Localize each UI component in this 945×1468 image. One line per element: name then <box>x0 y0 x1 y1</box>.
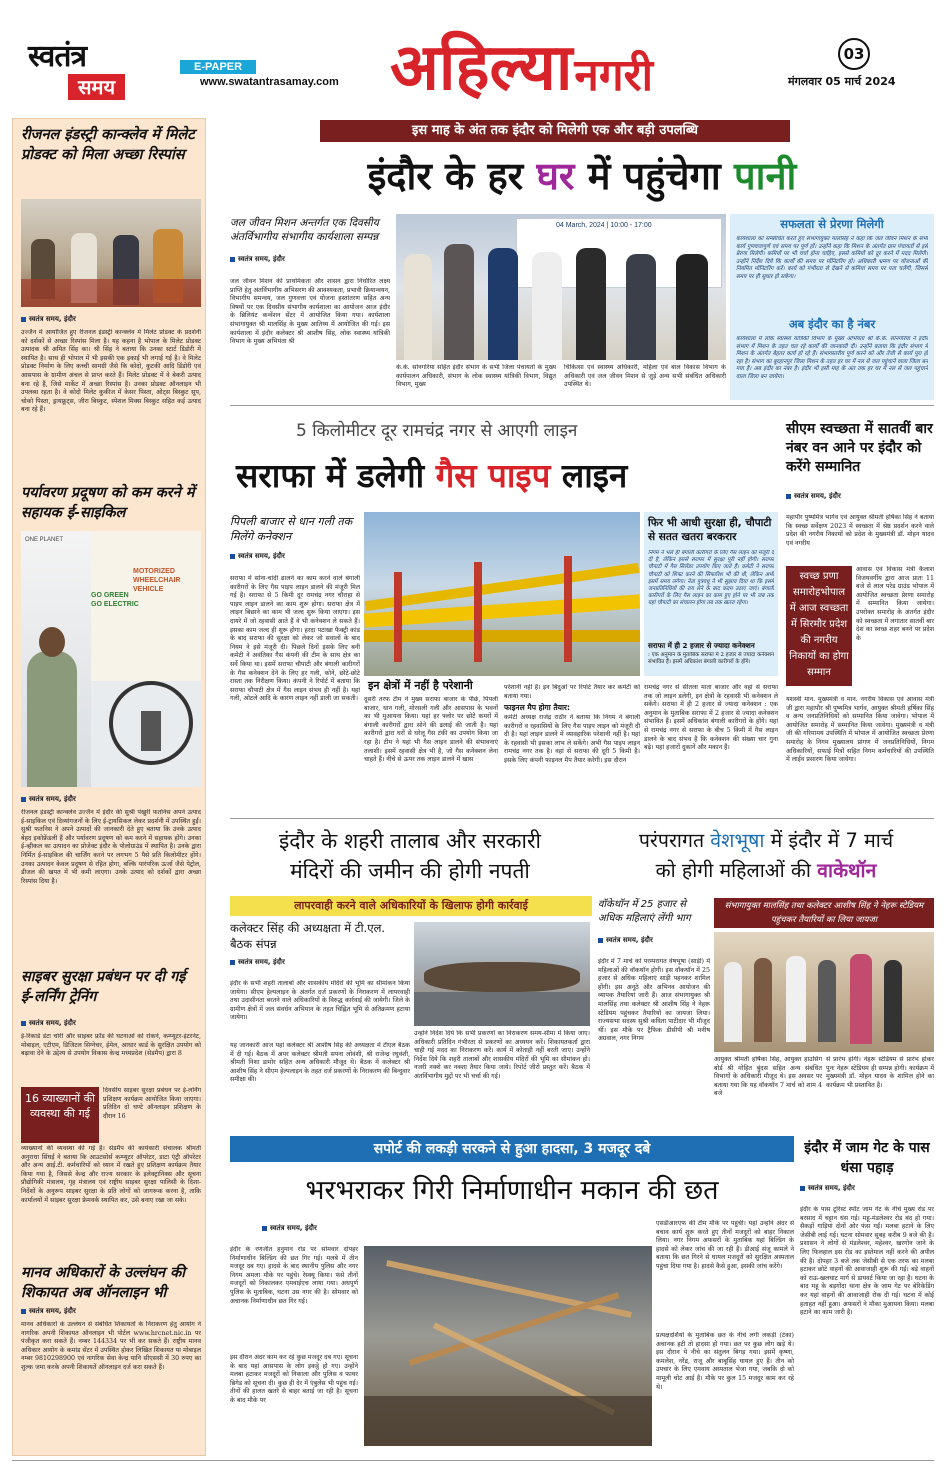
top-headline <box>232 148 932 204</box>
walk-body-2: आयुक्त श्रीमती हर्षिका सिंह, आयुक्त हाउसिंग बोर्ड श्री मोहित बुंदस सहित अन्य संबंधित विभागों के अधिकारी मौजूद थे। इस अवसर पर बताया गया कि यह वॉकथॉन 7 मार्च को शाम 4 बजे <box>714 1056 822 1098</box>
meeting-photo <box>414 922 590 1026</box>
byline-square-icon <box>800 1186 805 1191</box>
article-cyber-body-3: व्याख्यानों की व्यवस्था की गई है। सेडमैप की कार्यकारी संचालक श्रीमती अनुराधा सिंघई ने बताया कि आउटसोर्स कम्प्यूटर ऑपरेटर, डाटा एंट्री ऑपरेटर और अन्य आई.टी. कर्मचारियों को ध्यान में रखते हुए प्रशिक्षण कार्यक्रम तैयार किया गया है, जिससे केन्द्र और राज्य सरकार के इलेक्ट्रानिक्स और सूचना प्रौद्योगिकी मंत्रालय, गृह मंत्रालय एवं राष्ट्रीय साइबर सुरक्षा पालिसी के दिशा-निर्देशों के अनुरूप साइबर सुरक्षा के प्रति लोगों को जागरूक करना है, ताकि कार्यालयों में साइबर सुरक्षा फ्रेमवर्क स्थापित कर, उसे बनाए रखा जा सके। <box>21 1145 201 1204</box>
accident-headline: भरभराकर गिरी निर्माणाधीन मकान की छत <box>305 1175 719 1206</box>
gas-headline-part3: लाइन <box>561 456 628 495</box>
jam-body: इंदौर के पास टूरिस्ट स्पॉट जाम गेट के नीचे मुख्य रोड पर बरसाद में चट्टान धंस गई। महू-मंडलेश्वर रोड बंद हो गया। सैकड़ों गाड़ियां दोनों ओर फंस गईं। मलबा हटाने के लिए जेसीबी लाई गई। घटना सोमवार सुबह करीब 9 बजे की है। प्रशासन ने लोगों से मंडलेश्वर, महेश्वर, खरगोन जाने के लिए फिलहाल इस रोड का इस्तेमाल नहीं करने की अपील की है। दोपहर 3 बजे तक जेसीबी से एक तरफ का मलबा हटाकर छोटे वाहनों की आवाजाही शुरू की गई। बड़े वाहनों को राऊ-खलघाट मार्ग से डायवर्ट किया जा रहा है। घटना के बाद महू के बड़गोंदा थाना क्षेत्र के जाम गेट पर बेरिकेडिंग कर यहां वाहनों की आवाजाही रोक दी गई। घटना में कोई हताहत नहीं हुआ। अफसरों ने मौका मुआयना किया। मलबा हटाने का काम जारी है। <box>800 1206 934 1317</box>
accident-kicker: सपोर्ट की लकड़ी सरकने से हुआ हादसा, 3 मजदूर दबे <box>230 1136 794 1162</box>
masthead-title-suffix: नगरी <box>574 50 653 101</box>
cm-callout: स्वच्छ प्रणा समारोहभोपाल में आज स्वच्छता में सिरमौर प्रदेश की नगरीय निकायों का होगा सम्मान <box>786 566 852 686</box>
top-byline: स्वतंत्र समय, इंदौर <box>230 255 285 264</box>
brand-logo <box>28 40 176 106</box>
article-cyber-body-2: दिवसीय साइबर सुरक्षा प्रबंधन पर ई-लर्निंग प्रशिक्षण कार्यक्रम आयोजित किया जाएगा। प्रतिदिन दो घण्टे ऑनलाइन प्रशिक्षण के दौरान 16 <box>103 1087 201 1120</box>
workshop-caption-2: चिकित्सा एवं स्वास्थ्य अधिकारी, महिला एवं बाल विकास विभाग के अधिकारी एवं जल जीवन मिशन से जुड़े अन्य सभी संबंधित अधिकारी उपस्थित थे। <box>564 364 726 389</box>
gas-sidebox-title: फिर भी आधी सुरक्षा ही, चौपाटी से सतत खतरा बरकरार <box>648 517 772 543</box>
byline-square-icon <box>598 938 603 943</box>
article-ecycle-headline: पर्यावरण प्रदूषण को कम करने में सहायक ई-साइकिल <box>21 485 195 521</box>
cm-body-1: महापौर पुष्यमित्र भार्गव एवं आयुक्त श्रीमती हर्षिका सिंह ने बताया कि स्वच्छ सर्वेक्षण 2023 में स्वच्छता में श्रेष्ठ प्रदर्शन करने वाले प्रदेश की नगरीय निकायों को प्रदेश के मुख्यमंत्री डॉ. मोहन यादव एवं नगरीय <box>786 514 934 547</box>
accident-body-4: प्रत्यक्षदर्शियों के मुताबिक छत के नीचे लगी लकड़ी (टेका) अचानक हटी तो हादसा हो गया। छत पर कुछ लोग खड़े थे। इस दौरान ये नीचे का संतुलन बिगड़ गया। इसमें कृष्णा, कमलेश, नरेंद्र, राजू और बाबूसिंह घायल हुए हैं। तीन को उपचार के लिए एमवाय अस्पताल भेजा गया, जबकि दो को मामूली चोट आई है। मौके पर कुल 15 मजदूर काम कर रहे थे। <box>656 1332 794 1391</box>
gas-body-3: परेशानी नहीं है। इन बिंदुओं पर रिपोर्ट तैयार कर कमेटी को बताया गया। <box>504 684 640 700</box>
masthead-title-main: अहिल्या <box>390 31 573 105</box>
gas-sidebox <box>644 512 778 676</box>
gas-subhead-2: इन क्षेत्रों में नहीं है परेशानी <box>368 679 473 692</box>
lake-headline-line2: मंदिरों की जमीन की होगी नपती <box>290 859 530 883</box>
left-column <box>12 118 206 1456</box>
lake-body-3: उन्होंने निर्देश दिये कि सभी प्रकरणों का निराकरण समय-सीमा में किया जाए। अधिकारी प्रतिदिन गंभीरता से प्रकरणों का अध्ययन करें। शिकायतकर्ता द्वारा चाही गई मदद का निराकरण करें। कार्य में कोताही नहीं बरती जाए। उन्होंने निर्देश दिये कि शहरी तालाबों और शासकीय मंदिरों की भूमि का सीमांकन हो। नजरी नक्शे कर नक्शा तैयार किया जाये। रिपोर्ट जीरो प्रस्तुत करें। बैठक में अंतर्विभागीय मुद्दों पर भी चर्चा की गई। <box>414 1030 590 1080</box>
gas-subhead-3: फाइनल मैप होगा तैयार: <box>504 703 570 712</box>
jam-byline: स्वतंत्र समय, इंदौर <box>800 1184 855 1193</box>
article-ecycle-byline: स्वतंत्र समय, इंदौर <box>21 795 76 804</box>
gas-sidebox-subbody: : एक अनुमान के मुताबिक सराफा में 2 हजार से ज्यादा कनेक्शन संभावित हैं। इसमें अधिकांश बंगाली कारीगरों के होंगे। <box>648 652 774 666</box>
cm-body-3: यशस्वी मान. मुख्यमंत्री व मान. नगरीय विकास एवं आवास मंत्री जी द्वारा महापौर श्री पुष्यमित्र भार्गव, आयुक्त श्रीमती हर्षिका सिंह व अन्य जनप्रतिनिधियों को सम्मानित किया जावेगा। भोपाल में आयोजित समारोह में सम्मानित किया जावेगा। मुख्यमंत्री व मंत्री जी की गरिमामय उपस्थिति में भोपाल में आयोजित स्वच्छता प्रेरणा समारोह के निगम मुख्यालय प्रांगण में जनप्रतिनिधियों, निगम अधिकारियों, सफाई मित्रों सहित निगम कर्मचारियों की उपस्थिति में लाईव प्रसारण किया जावेगा। <box>786 696 934 764</box>
article-humanrights-headline: मानव अधिकारों के उल्लंघन की शिकायत अब ऑनलाइन भी <box>21 1265 186 1301</box>
accident-body-2: इस दौरान अंदर काम कर रहे कुछ मजदूर दब गए। सूचना के बाद यहां आसपास के लोग इकट्ठे हो गए। उन्होंने मलबा हटाकर मजदूरों को निकाला और पुलिस व फायर ब्रिगेड को सूचना दी। कुछ ही देर में एंबुलेंस भी पहुंच गई। तीनों की हालत खतरे से बाहर बताई जा रही है। सूचना के बाद मौके पर <box>230 1354 358 1404</box>
accident-body-3: एसडीआरएफ की टीम मौके पर पहुंची। यहां उन्होंने अंदर से बचाव कार्य शुरू करते हुए तीनों मजदूरों को बाहर निकाल लिया। नगर निगम अफसरों के मुताबिक यहां बिल्डिंग के हादसे को लेकर जांच की जा रही है। डीआई संजू कामले ने बताया कि छत गिरने से घायल मजदूरों को सुरक्षित अस्पताल पहुंचा दिया गया है। हादसे कैसे हुआ, इसकी जांच करेंगे। <box>656 1220 794 1270</box>
epaper-badge: E-PAPER <box>180 60 256 74</box>
byline-square-icon <box>786 494 791 499</box>
masthead-title <box>390 26 653 106</box>
accident-body-1: इंदौर के रणजीत हनुमान रोड पर सोमवार दोपहर निर्माणाधीन बिल्डिंग की छत गिर गई। मलबे में तीन मजदूर दब गए। हादसे के बाद स्थानीय पुलिस और नगर निगम अमला मौके पर पहुंचे। रेस्क्यू किया। फंसे तीनों मजदूरों को निकालकर एमवाईएच लाया गया। अधपूर्ण पुलिस के मुताबिक, घटना उस नगर की है। सोमवार को अचानक निर्माणाधीन छत गिर गई। <box>230 1246 358 1305</box>
byline-square-icon <box>21 317 26 322</box>
gas-sidebox-subhead: सराफा में ही 2 हजार से ज्यादा कनेक्शन <box>648 641 755 650</box>
bottom-border <box>12 1460 934 1461</box>
gas-pipeline-photo <box>364 512 640 676</box>
article-humanrights-byline: स्वतंत्र समय, इंदौर <box>21 1307 76 1316</box>
top-headline-part4: पानी <box>734 154 797 198</box>
ecycle-banner-text-1: MOTORIZED WHEELCHAIR VEHICLE <box>133 568 181 593</box>
ecycle-banner-text-2: GO GREEN GO ELECTRIC <box>91 592 139 608</box>
walk-kicker: संभागायुक्त मालसिंह तथा कलेक्टर आशीष सिंह ने नेहरू स्टेडियम पहुंचकर तैयारियों का लिया जायजा <box>714 898 934 928</box>
gas-body-5: रामचंद्र नगर से सीतला माता बाजार और वहां से सराफा तक जो लाइन डलेगी, इन क्षेत्रों के रहवासी भी कनेक्शन ले सकेंगे। सराफा में ही 2 हजार से ज्यादा कनेक्शन : एक अनुमान के मुताबिक सराफा में 2 हजार से ज्यादा कनेक्शन संभावित हैं। इसमें अधिकांश बंगाली कारीगरों के होंगे। यहां से रामचंद्र नगर से सराफा के बीच 5 किमी में गैस लाइन डालने के बाद संभव है कि कनेक्शन की संख्या चार गुना बढ़े। यहां हजारों दुकानें और मकान हैं। <box>644 684 778 752</box>
byline-square-icon <box>21 1021 26 1026</box>
top-body: जल जीवन मिशन की प्राथमिकता और शासन द्वारा निर्धारित लक्ष्य प्राप्ति हेतु अंतर्विभागीय अभिसरण की आवश्यकता, प्रभावी क्रियान्वयन, विभागीय समन्वय, जल गुणवत्ता एवं योजना हस्तांतरण सहित अन्य विषयों पर एक दिवसीय संभागीय कार्यशाला का आयोजन आज इंदौर के ब्रिलियंट कन्वेंशन सेंटर में आयोजित किया गया। कार्यशाला संभागायुक्त श्री मालसिंह के मुख्य आतिथ्य में आयोजित की गई। इस कार्यशाला में इंदौर कलेक्टर श्री आशीष सिंह, लोक स्वास्थ्य यांत्रिकी विभाग के मुख्य अभियंता श्री <box>230 278 390 346</box>
article-cyber-byline: स्वतंत्र समय, इंदौर <box>21 1019 76 1028</box>
workshop-screen-text: 04 March, 2024 | 10:00 - 17:00 <box>556 222 652 229</box>
issue-date: मंगलवार 05 मार्च 2024 <box>788 75 896 88</box>
masthead <box>0 0 945 112</box>
gas-body-2: दूसरी तरफ टीम ने मुख्य सराफा बाजार के पीछे, पिपली बाजार, धान गली, मोरसली गली और आसपास के भवनों का भी मुआयना किया। यहां हर फ्लोर पर छोटे कमरों में बंगाली कारीगरों द्वारा सोने की ढलाई की जाती है। यहां कारीगरों द्वारा घरों से घरेलू गैस टंकी का उपयोग किया जा रहा है। टीम ने यहां भी गैस लाइन डालने की संभावनाएं तलाशी। इसमें रहवासी क्षेत्र भी है, जो गैस कनेक्शन लेना चाहते हैं। नीचे से ऊपर तक लाइन डालने में खास <box>364 696 498 764</box>
lake-subheadline: कलेक्टर सिंह की अध्यक्षता में टी.एल. बैठक संपन्न <box>230 921 386 951</box>
collapsed-roof-photo <box>364 1246 652 1446</box>
ecycle-banner-text-3: ONE PLANET <box>25 537 64 543</box>
gas-headline <box>236 448 780 504</box>
article-millet-headline: रीजनल इंडस्ट्री कान्क्लेव में मिलेट प्रोडक्ट को मिला अच्छा रिस्पांस <box>21 127 195 163</box>
top-sidebox <box>730 214 934 400</box>
sidebox-body-1: कार्यशाला को सम्बोधित करते हुए संभागायुक्त मालसिंह ने कहा कि जल जीवन मिशन के सभी कार्य गुणवत्तापूर्ण एवं समय पर पूर्ण हों। उन्होंने कहा कि मिशन के अंतर्गत ग्राम पंचायतों से इसे प्रेरणा मिलेगी। कमियों पर भी चर्चा होना चाहिए, इससे कमियों को दूर करने में मदद मिलेगी। उन्होंने निर्देश दिये कि कार्यों की समय पर मॉनिटरिंग हो। अधिकारी भ्रमण पर योजनाओं की नियमित मॉनिटरिंग करें। कार्य को गंभीरता से देखने से कमियां समय पर पता चलेंगी, जिससे समय पर ही सुधार हो सकेगा। <box>736 236 928 280</box>
accident-byline: स्वतंत्र समय, इंदौर <box>262 1224 317 1233</box>
workshop-caption-1: के.के. सोनगरिया सहित इंदौर संभाग के सभी जिला पंचायतों के मुख्य कार्यपालन अधिकारी, संभाग के लोक स्वास्थ्य यांत्रिकी विभाग, विद्युत विभाग, मुख्य <box>396 364 556 389</box>
lake-body-2: यह जानकारी आज यहां कलेक्टर श्री आशीष सिंह की अध्यक्षता में टीएल बैठक में दी गई। बैठक में अपर कलेक्टर श्रीमती सपना लोवंशी, श्री राजेन्द्र रघुवंशी, श्रीमती निशा डामोर सहित अन्य अधिकारी मौजूद थे। बैठक में कलेक्टर श्री आशीष सिंह ने सीएम हेल्पलाइन के तहत दर्ज प्रकरणों के निराकरण की बिन्दुवार समीक्षा की। <box>230 1042 410 1084</box>
walk-byline: स्वतंत्र समय, इंदौर <box>598 936 653 945</box>
gas-headline-part2: गैस पाइप <box>435 456 551 495</box>
walk-headline-line2: को होगी महिलाओं की वाकेथॉन <box>655 859 877 882</box>
gas-subheadline: पिपली बाजार से धान गली तक मिलेंगे कनेक्शन <box>230 515 353 543</box>
gas-sidebox-body: निगम ने भले ही बंगाली कारीगरों के लिए गैस लाइन को मंजूरी दे दी है, लेकिन इससे सराफा में सुरक्षा पूरी नहीं होगी। सराफा चौपाटी में गैस सिलेंडर उपयोग किए जाते हैं। कमेटी ने सराफा चौपाटी को शिफ्ट करने की सिफारिश भी की थी, लेकिन अभी इसमें समय लगेगा। नेता पुत्रवधू ने भी सुझाव दिया था कि इसमें जनप्रतिनिधियों की राय लेने के बाद कदम उठाए जाएं। बंगाली कारीगरों के लिए गैस लाइन का काम हुए होने पर भी जब तक यहां चौपाटी का संचालन होगा तब तक खतरा रहेगा। <box>648 550 774 607</box>
brand-top: स्वतंत्र <box>28 39 87 74</box>
cm-byline: स्वतंत्र समय, इंदौर <box>786 492 841 501</box>
walk-headline-line1: परंपरागत वेशभूषा में इंदौर में 7 मार्च <box>638 829 894 852</box>
lake-byline: स्वतंत्र समय, इंदौर <box>230 958 285 967</box>
walk-headline <box>598 826 934 886</box>
walk-subheadline: वॉकेथॉन में 25 हजार से अधिक महिलाएं लेंगी भाग <box>598 899 691 924</box>
top-subheadline: जल जीवन मिशन अन्तर्गत एक दिवसीय अंतर्विभागीय संभागीय कार्यशाला सम्पन्न <box>230 217 379 243</box>
byline-square-icon <box>262 1226 267 1231</box>
top-banner: इस माह के अंत तक इंदौर को मिलेगी एक और बड़ी उपलब्धि <box>320 120 790 142</box>
byline-square-icon <box>230 257 235 262</box>
page-number: 03 <box>838 38 870 70</box>
byline-square-icon <box>230 960 235 965</box>
article-humanrights-body: मानव अधिकारों के उल्लंघन से संबंधित शिकायतों के निराकरण हेतु आयोग ने नागरिक अपनी शिकायत ऑनलाइन भी पोर्टल www.hrcnet.nic.in पर पंजीकृत करा सकते हैं। नम्बर 144334 पर भी कर सकते हैं। राष्ट्रीय मानव अधिकार आयोग के कमांड सेंटर में उपस्थित होकर लिखित शिकायत या मोबाइल नम्बर 9810298900 एवं नागरिक सेवा केन्द्र यानि सीएससी में 30 रुपए का शुल्क जमा करके अपनी शिकायतें ऑनलाइन दर्ज करा सकते हैं। <box>21 1321 201 1371</box>
walk-body-3: से प्रारंभ होगी। नेहरू स्टेडियम से प्रारंभ होकर पुनः नेहरू स्टेडियम ही सम्पन्न होगी। कार्यक्रम में मुख्यमंत्री डॉ. मोहन यादव के शामिल होने का कार्यक्रम भी प्रस्तावित है। <box>826 1056 934 1089</box>
website-link[interactable]: www.swatantrasamay.com <box>200 76 339 88</box>
article-millet-byline: स्वतंत्र समय, इंदौर <box>21 315 76 324</box>
divider <box>230 818 934 819</box>
article-cyber-body-1: ई-रिकार्ड डेटा चोरी और साइबर फ्रॉड की घटनाओं को रोकने, कम्प्यूटर-इंटरनेट, मोबाइल, एटीएम, डिजिटल सिग्नेचर, ईमेल, आधार कार्ड के सुरक्षित उपयोग को बढ़ावा देने के उद्देश्य से उपयोग विकास केन्द्र मध्यप्रदेश (सेडमैप) द्वारा 8 <box>21 1033 201 1058</box>
gas-kicker: 5 किलोमीटर दूर रामचंद्र नगर से आएगी लाइन <box>296 421 578 441</box>
millet-expo-photo <box>21 199 201 307</box>
lake-kicker: लापरवाही करने वाले अधिकारियों के खिलाफ होगी कार्रवाई <box>230 896 592 916</box>
cm-headline: सीएम स्वच्छता में सातवीं बार नंबर वन आने पर इंदौर को करेंगे सम्मानित <box>786 421 933 475</box>
jam-headline: इंदौर में जाम गेट के पास धंसा पहाड़ <box>804 1140 930 1176</box>
sidebox-title-1: सफलता से प्रेरणा मिलेगी <box>780 217 884 231</box>
divider <box>230 405 934 406</box>
gas-headline-part1: सराफा में डलेगी <box>236 456 425 495</box>
gas-body-4: कमेटी अध्यक्ष राजेंद्र राठौर ने बताया कि निगम ने बंगाली कारीगरों व रहवासियों के लिए गैस पाइप लाइन को मंजूरी दी दी है। यहां लाइन डालने में व्यावहारिक परेशानी नहीं है। यहां के रहवासी भी इसका लाभ ले सकेंगे। अभी गैस पाइप लाइन रामचंद्र नगर तक है। वहां से सराफा की दूरी 5 किमी है। इसके लिए कंपनी फाइनल मैप तैयार करेगी। इस दौरान <box>504 714 640 764</box>
article-millet-body: उज्जैन में आयोजित हुए रीजनल इंडस्ट्री कान्क्लेव में मिलेट प्रोडक्ट के प्रदर्शनी को दर्शकों से अच्छा रिस्पांस मिला है। यह कहना है भोपाल के मिलेट प्रोडक्ट उत्पादक श्री अमित सिंह का। श्री सिंह ने बताया कि उनका स्टार्ट डिडोरी में स्थापित है। साथ ही भोपाल में भी इसकी एक इकाई भी लगाई गई है। वे मिलेट प्रोडक्ट निर्माण के लिए कच्ची सामग्री जैसे कि कोदो, कुटकी आदि डिंडोरी एवं आसपास के ग्रामीण अंचल से प्राप्त करते हैं। मिलेट प्रोडक्ट में वे बेकरी उत्पाद बना रहे हैं, जिसे मार्केट में अच्छा रिस्पांस है। उनका प्रोडक्ट ऑनलाइन भी उपलब्ध रहता है। वे कोदो मिलेट कुकीज में केसर पिस्ता, ओट्स बिस्कुट सूप, चोको पिस्ता, ड्रायफ्रूट्स, जीरा बिस्कुट, स्पेशल मिक्स बिस्कुट सहित कई उत्पाद बना रहे हैं। <box>21 329 201 414</box>
brand-bottom: समय <box>68 74 125 100</box>
workshop-photo <box>396 214 726 360</box>
byline-square-icon <box>21 1309 26 1314</box>
cm-body-2: आवास एवं विकास मंत्री कैलाश विजयवर्गीय द्वारा आज प्रातः 11 बजे से लाल परेड ग्राउंड भोपाल में आयोजित स्वच्छता प्रेरणा समारोह में सम्मानित किया जायेगा। उपरोक्त समारोह के अंतर्गत इंदौर को स्वच्छता में लगातार सातवीं बार देश का स्वच्छ शहर बनने पर प्रदेश के <box>856 566 934 642</box>
article-ecycle-body: रीजनल इंडस्ट्री कान्क्लेव उज्जैन में इंदौर की सुश्री पंखुरी फतनिस अपने उत्पाद ई-साइकिल एवं दिव्यांगजनों के लिए ई-ट्रायसिकल लेकर प्रदर्शनी में उपस्थित हुईं। सुश्री फतनिस ने अपने उत्पादों की जानकारी देते हुए बताया कि उनके उत्पाद बेहद इकोफ्रेंडली हैं और पर्यावरण प्रदूषण को कम करने में सहायक होंगे। उनका ई-व्हीकल का उत्पादन का प्रोजेक्ट इंदौर के पोलोग्राउंड में स्थापित है। उनके द्वारा निर्मित ई-साइकिल की चार्जिंग करने पर लगभग 5 पैसे प्रति किलोमीटर होंगे। उनका उत्पादन केवल प्रदूषण से रहित होगा, बल्कि पारंपरिक ऊर्जा जैसे पेट्रोल, डीजल की खपत में भी कमी लाएगा। उनके उत्पाद को दर्शकों द्वारा अच्छा रिस्पांस दिया है। <box>21 809 201 885</box>
ecycle-expo-photo <box>21 531 201 787</box>
byline-square-icon <box>21 797 26 802</box>
walk-body-1: इंदौर में 7 मार्च को परम्परागत वेषभूषा (साड़ी) में महिलाओं की वॉकथॉन होगी। इस वॉकथॉन में 25 हजार से अधिक महिलाएं साड़ी पहनकर शामिल होंगी। इस अनूठे और अभिनव आयोजन की व्यापक तैयारियां जारी हैं। आज संभागायुक्त श्री मालसिंह तथा कलेक्टर श्री आशीष सिंह ने नेहरू स्टेडियम पहुंचकर तैयारियों का जायजा लिया। राज्यसभा सदस्य सुश्री कविता पाटीदार भी मौजूद थीं। इस मौके पर ट्रैफिक डीसीपी श्री मनीष अग्रवाल, नगर निगम <box>598 958 710 1043</box>
lake-headline <box>230 826 590 886</box>
sidebox-body-2: कार्यशाला में लोक स्वास्थ्य यांत्रिकी विभाग के मुख्य अभियंता श्री के.के. सोनगरिया ने इंदौर संभाग में मिशन के तहत चल रहे कार्यों की जानकारी दी। उन्होंने बताया कि इंदौर संभाग में मिशन के अंतर्गत बेहतर कार्य हो रहे हैं। संभागस्तरीय पूर्ण करने को और तेजी से कार्य पूरा हो रहा है। संभाग का बुरहानपुर जिला मिशन के तहत हर घर में नल से जल पहुंचाने वाला जिला बन गया है। अब इंदौर का नंबर है। इंदौर भी इसी माह के अंत तक हर घर में नल से जल पहुंचाने वाला जिला बन जायेगा। <box>736 336 928 380</box>
top-headline-part3: में पहुंचेगा <box>587 154 721 198</box>
lake-headline-line1: इंदौर के शहरी तालाब और सरकारी <box>279 829 541 853</box>
gas-byline: स्वतंत्र समय, इंदौर <box>230 552 285 561</box>
article-cyber-headline: साइबर सुरक्षा प्रबंधन पर दी गई ई-लर्निंग ट्रेनिंग <box>21 969 186 1005</box>
top-headline-part2: घर <box>536 154 575 198</box>
top-headline-part1: इंदौर के हर <box>367 154 524 198</box>
sidebox-title-2: अब इंदौर का है नंबर <box>788 317 876 331</box>
gas-body-1: सराफा में सोना-चांदी ढालने का काम करने वाले बंगाली कारीगरों के लिए गैस पाइप लाइन डालने की मंजूरी मिल गई है। सराफा से 5 किमी दूर रामचंद्र नगर चौराहा से पाइप लाइन डालने का काम शुरू होगा। सराफा क्षेत्र में लाइन बिछाने का काम भी जल्द शुरू किया जाएगा। इस दायरे में जो रहवासी आते हैं वे भी कनेक्शन ले सकते हैं। इसका काम जल्द ही शुरू होगा। हरदा पटाखा फैक्ट्री कांड के बाद सराफा की सुरक्षा को लेकर जो सवालों के बाद नियम ने इसे मंजूरी दी। पिछले दिनों इसके लिए बनी कमेटी ने अवंतिका गैस कंपनी की टीम के साथ क्षेत्र का सर्वे किया था। इसमें सराफा चौपाटी और बंगाली कारीगरों के गैस कनेक्शन देने के लिए हर गली, कोने, छोटे-छोटे रास्ता तक निरीक्षण किया। कंपनी ने रिपोर्ट में बताया कि सराफा चौपाटी क्षेत्र में गैस लाइन संभव ही नहीं है। यहां गली, ओटले आदि के कारण लाइन नहीं डाली जा सकती। <box>230 575 360 703</box>
byline-square-icon <box>230 554 235 559</box>
lake-body-1: इंदौर के सभी शहरी तालाबों और शासकीय मंदिरों की भूमि का सीमांकन किया जायेगा। सीएम हेल्पलाइन के अंतर्गत दर्ज प्रकरणों के निराकरण में लापरवाही तथा उदासीनता बरतने वाले अधिकारियों के विरुद्ध कार्रवाई की जायेगी। जिले के ग्रामीण क्षेत्रों में जल संवर्धन अभियान के तहत चिह्नित भूमि से अतिक्रमण हटाया जायेगा। <box>230 980 410 1022</box>
cyber-callout: 16 व्याख्यानों की व्यवस्था की गई <box>21 1087 99 1143</box>
walk-inspection-photo <box>714 932 934 1052</box>
